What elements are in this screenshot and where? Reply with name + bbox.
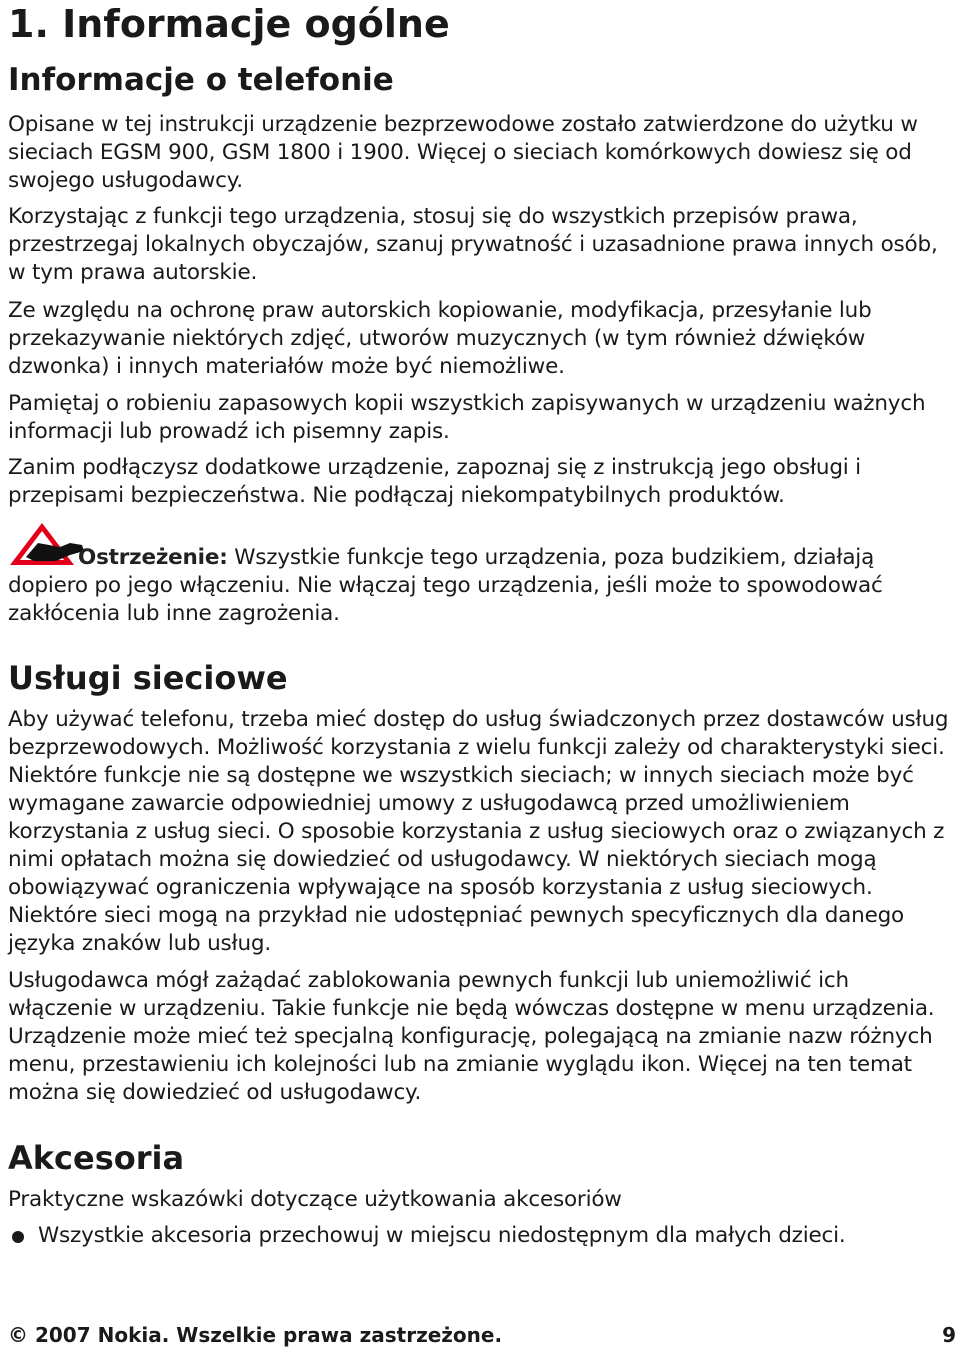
paragraph: Korzystając z funkcji tego urządzenia, stosuj się do wszystkich przepisów prawa, przestrzegaj lokalnych obyczajów, szanuj prywatność i uzasadnione prawa innych osób, w tym prawa autorskie. — [8, 204, 938, 285]
paragraph: Ze względu na ochronę praw autorskich kopiowanie, modyfikacja, przesyłanie lub przekazywanie niektórych zdjęć, utworów muzycznych (w tym również dźwięków dzwonka) i innych materiałów może być niemożliwe. — [8, 298, 872, 379]
page-number: 9 — [942, 1323, 956, 1347]
paragraph: Zanim podłączysz dodatkowe urządzenie, zapoznaj się z instrukcją jego obsługi i przepisami bezpieczeństwa. Nie podłączaj niekompatybilnych produktów. — [8, 455, 861, 508]
section-heading-network-services: Usługi sieciowe — [8, 659, 288, 697]
bullet-icon — [12, 1231, 24, 1243]
warning-label: Ostrzeżenie: — [78, 545, 228, 570]
paragraph: Pamiętaj o robieniu zapasowych kopii wszystkich zapisywanych w urządzeniu ważnych informacji lub prowadź ich pisemny zapis. — [8, 391, 926, 444]
warning-text: Wszystkie funkcje tego urządzenia, poza budzikiem, działają dopiero po jego włączeniu. Nie włączaj tego urządzenia, jeśli może to spowodować zakłócenia lub inne zagrożenia. — [8, 545, 883, 626]
chapter-title: 1. Informacje ogólne — [8, 2, 450, 46]
paragraph: Aby używać telefonu, trzeba mieć dostęp do usług świadczonych przez dostawców usług bezprzewodowych. Możliwość korzystania z wielu funkcji zależy od charakterystyki sieci. Niektóre funkcje nie są dostępne we wszystkich sieciach; w innych sieciach może być wymagane zawarcie odpowiedniej umowy z usługodawcą przed umożliwieniem korzystania z usług sieci. O sposobie korzystania z usług sieciowych oraz o związanych z nimi opłatach można się dowiedzieć od usługodawcy. W niektórych sieciach mogą obowiązywać ograniczenia wpływające na sposób korzystania z usług sieciowych. Niektóre sieci mogą na przykład nie udostępniać pewnych specyficznych dla danego języka znaków lub usług. — [8, 707, 949, 956]
section-heading-phone-info: Informacje o telefonie — [8, 62, 394, 98]
paragraph: Opisane w tej instrukcji urządzenie bezprzewodowe zostało zatwierdzone do użytku w sieciach EGSM 900, GSM 1800 i 1900. Więcej o sieciach komórkowych dowiesz się od swojego usługodawcy. — [8, 112, 918, 193]
copyright-notice: © 2007 Nokia. Wszelkie prawa zastrzeżone. — [8, 1323, 503, 1347]
warning-note — [8, 544, 956, 628]
paragraph: Usługodawca mógł zażądać zablokowania pewnych funkcji lub uniemożliwić ich włączenie w urządzeniu. Takie funkcje nie będą wówczas dostępne w menu urządzenia. Urządzenie może mieć też specjalną konfigurację, polegającą na zmianie nazw różnych menu, przestawieniu ich kolejności lub na zmianie wyglądu ikon. Więcej na ten temat można się dowiedzieć od usługodawcy. — [8, 968, 935, 1105]
paragraph: Praktyczne wskazówki dotyczące użytkowania akcesoriów — [8, 1187, 622, 1212]
section-heading-accessories: Akcesoria — [8, 1139, 185, 1177]
list-item-text: Wszystkie akcesoria przechowuj w miejscu niedostępnym dla małych dzieci. — [38, 1223, 846, 1248]
